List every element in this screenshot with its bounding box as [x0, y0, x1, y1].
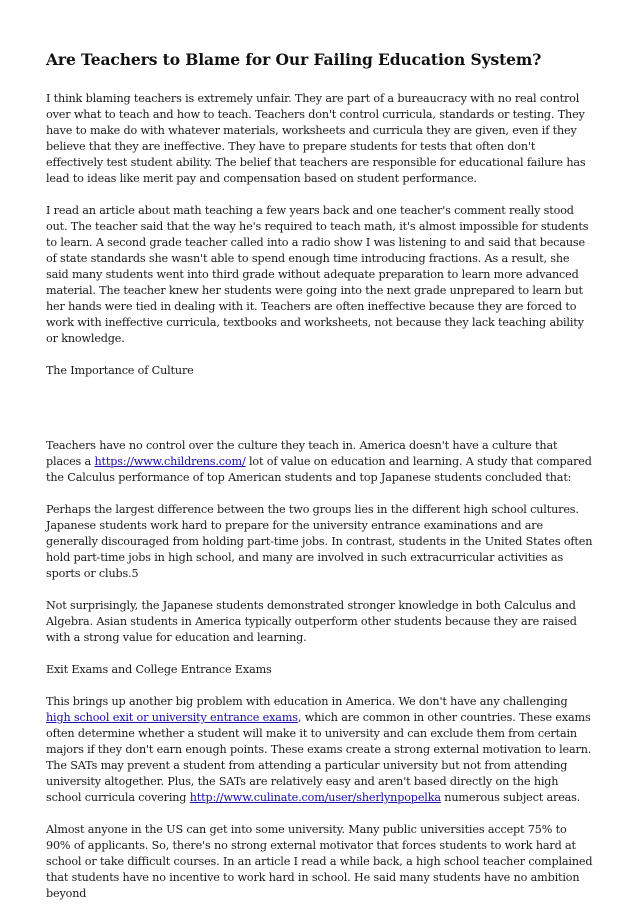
paragraph-3-text-end: lot of value on education and learning. A study that compared the Calculus performance of top American students and top Japanese students concluded that:: [46, 455, 592, 484]
culinate-link[interactable]: http://www.culinate.com/user/sherlynpopelka: [189, 791, 441, 804]
paragraph-6-text-end: numerous subject areas.: [440, 791, 581, 804]
paragraph-1: I think blaming teachers is extremely unfair. They are part of a bureaucracy with no real control over what to teach and how to teach. Teachers don't control curricula, standards or testing. They have to make do with whatever materials, worksheets and curricula they are given, even if they believe that they are ineffective. They have to prepare students for tests that often don't effectively test student ability. The belief that teachers are responsible for educational failure has lead to ideas like merit pay and compensation based on student performance.: [46, 92, 586, 185]
paragraph-7: Almost anyone in the US can get into some university. Many public universities accept 75% to 90% of applicants. So, there's no strong external motivator that forces students to work hard at school or take difficult courses. In an article I read a while back, a high school teacher complained that students have no incentive to work hard in school. He said many students have no ambition beyond: [46, 823, 593, 900]
paragraph-3: [46, 438, 594, 486]
spacer: [46, 395, 594, 438]
document-page: [46, 50, 594, 918]
section-heading-culture: The Importance of Culture: [46, 364, 194, 377]
exit-exams-link[interactable]: high school exit or university entrance exams: [46, 711, 298, 724]
paragraph-6-text-middle: , which are common in other countries. These exams often determine whether a student will make it to university and can exclude them from certain majors if they don't earn enough points. These exams create a strong external motivation to learn. The SATs may prevent a student from attending a particular university but not from attending university altogether. Plus, the SATs are relatively easy and aren't based directly on the high school curricula covering: [46, 711, 592, 804]
paragraph-2: I read an article about math teaching a few years back and one teacher's comment really stood out. The teacher said that the way he's required to teach math, it's almost impossible for students to learn. A second grade teacher called into a radio show I was listening to and said that because of state standards she wasn't able to spend enough time introducing fractions. As a result, she said many students went into third grade without adequate preparation to learn more advanced material. The teacher knew her students were going into the next grade unprepared to learn but her hands were tied in dealing with it. Teachers are often ineffective because they are forced to work with ineffective curricula, textbooks and worksheets, not because they lack teaching ability or knowledge.: [46, 204, 589, 345]
paragraph-6: [46, 694, 594, 806]
paragraph-6-text-start: This brings up another big problem with education in America. We don't have any challenging: [46, 695, 568, 708]
childrens-link[interactable]: https://www.childrens.com/: [94, 455, 246, 468]
section-heading-exams: Exit Exams and College Entrance Exams: [46, 663, 272, 676]
paragraph-4: Perhaps the largest difference between the two groups lies in the different high school cultures. Japanese students work hard to prepare for the university entrance examinations and are generally discouraged from holding part-time jobs. In contrast, students in the United States often hold part-time jobs in high school, and many are involved in such extracurricular activities as sports or clubs.5: [46, 503, 593, 580]
page-title: Are Teachers to Blame for Our Failing Education System?: [46, 50, 542, 69]
paragraph-5: Not surprisingly, the Japanese students demonstrated stronger knowledge in both Calculus and Algebra. Asian students in America typically outperform other students because they are raised with a strong value for education and learning.: [46, 599, 577, 644]
paragraph-3-text-start: Teachers have no control over the culture they teach in. America doesn't have a culture that places a: [46, 439, 558, 468]
